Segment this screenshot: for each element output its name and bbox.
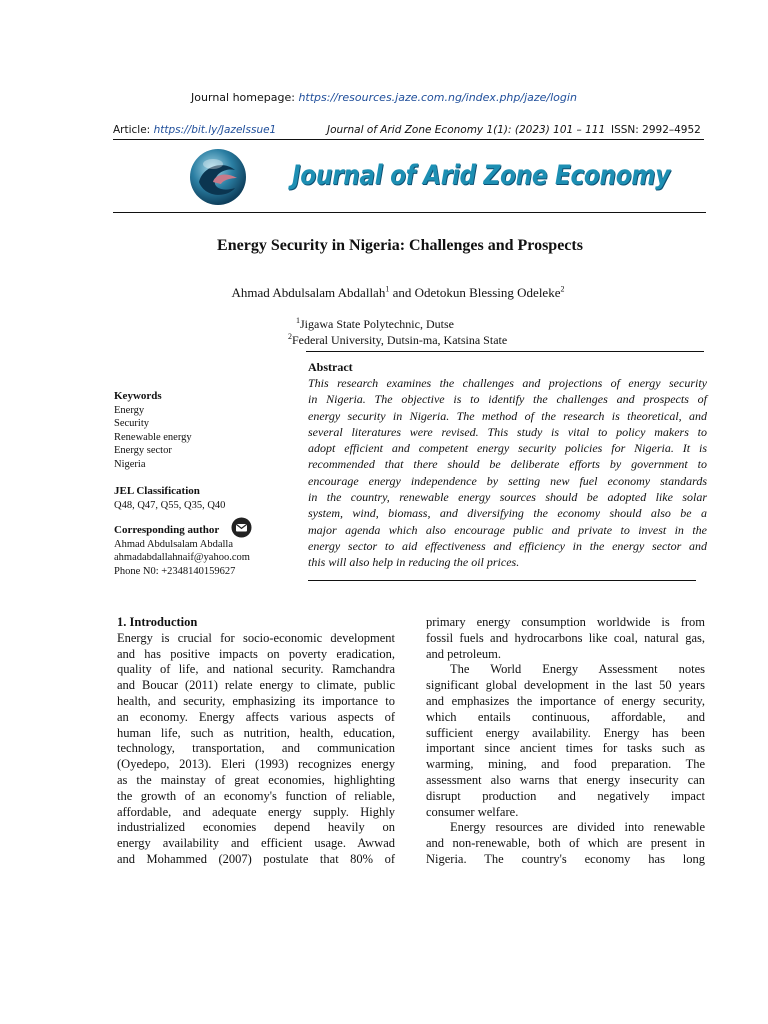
body-line: warming, mining, and food preparation. The — [426, 757, 705, 772]
body-line: important since ancient times for tasks such as — [426, 741, 705, 756]
author-2: Odetokun Blessing Odeleke — [414, 285, 561, 300]
corresponding-email[interactable]: ahmadabdallahnaif@yahoo.com — [114, 552, 250, 563]
body-line: and non-renewable, both of which are present in — [426, 836, 705, 851]
section-heading: 1. Introduction — [117, 615, 198, 629]
abstract-body — [308, 375, 707, 571]
author-conjunction: and — [389, 285, 415, 300]
body-column-right — [426, 615, 705, 868]
abstract-bottom-divider — [308, 580, 696, 581]
affiliation-1-mark: 1 — [296, 316, 300, 325]
keyword-item: Energy sector — [114, 445, 172, 456]
body-column-left — [117, 615, 395, 868]
author-1-affiliation-mark: 1 — [385, 284, 390, 294]
affiliation-2-mark: 2 — [288, 332, 292, 341]
keyword-item: Energy — [114, 404, 145, 416]
body-line: the growth of an economy's function of reliable, — [117, 788, 395, 803]
jel-block — [114, 485, 225, 512]
body-line: affordable, and adequate energy supply. Highly — [117, 804, 395, 819]
abstract-line: this will also help in reducing the oil prices. — [308, 555, 520, 570]
body-line: technology, transportation, and communication — [117, 741, 395, 756]
abstract-line: major agenda which also encourage public and private to invest in the — [308, 522, 707, 537]
affiliation-1 — [296, 317, 454, 332]
author-1: Ahmad Abdulsalam Abdallah — [231, 285, 386, 300]
body-line: significant global development in the last 50 years — [426, 678, 705, 693]
body-line: and has positive impacts on poverty eradication, — [117, 646, 395, 661]
affiliation-2 — [288, 333, 507, 348]
body-line: fossil fuels and hydrocarbons like coal, natural gas, — [426, 630, 705, 645]
abstract-top-divider — [306, 351, 704, 352]
keyword-item: Renewable energy — [114, 431, 192, 443]
homepage-link[interactable]: https://resources.jaze.com.ng/index.php/jaze/login — [298, 91, 577, 104]
header-divider — [113, 139, 704, 140]
corresponding-heading: Corresponding author — [114, 524, 220, 536]
abstract-line: This research examines the challenges and projections of energy security — [308, 376, 707, 390]
abstract-line: energy security in Nigeria. The method of the research is theoretical, and — [308, 408, 707, 423]
body-line: Nigeria. The country's economy has long — [426, 851, 705, 866]
abstract-line: system, wind, biomass, and diversifying the economy should also be a — [308, 506, 707, 521]
body-line: assessment also warns that energy insecurity can — [426, 772, 705, 787]
abstract-line: in the country, renewable energy sources should be adopted like solar — [308, 490, 707, 505]
affiliation-1-text: Jigawa State Polytechnic, Dutse — [300, 317, 454, 331]
journal-homepage-line — [0, 91, 768, 104]
body-line: consumer welfare. — [426, 804, 519, 819]
body-line: and Mohammed (2007) postulate that 80% of — [117, 851, 395, 866]
issn-text: ISSN: 2992–4952 — [611, 124, 701, 136]
body-line: and emphasizes the importance of energy security, — [426, 693, 705, 708]
article-label: Article: — [113, 124, 154, 136]
keywords-heading: Keywords — [114, 390, 162, 402]
body-line: as the mainstay of great economies, highlighting — [117, 772, 395, 787]
body-line: The World Energy Assessment notes — [450, 662, 705, 677]
keyword-item: Nigeria — [114, 458, 146, 470]
body-line: Energy is crucial for socio-economic development — [117, 630, 395, 645]
citation-text: Journal of Arid Zone Economy 1(1): (2023) 101 – 111 — [327, 124, 606, 136]
body-line: human life, such as nutrition, health, education, — [117, 725, 395, 740]
body-line: primary energy consumption worldwide is from — [426, 615, 705, 629]
corresponding-name: Ahmad Abdulsalam Abdalla — [114, 538, 233, 550]
body-line: and Boucar (2011) relate energy to climate, public — [117, 678, 395, 693]
article-link[interactable]: https://bit.ly/JazeIssue1 — [153, 124, 277, 136]
keywords-block — [114, 390, 294, 471]
body-line: energy availability and efficient usage. Awwad — [117, 836, 395, 851]
body-line: an economy. Energy affects various aspects of — [117, 709, 395, 724]
jel-codes: Q48, Q47, Q55, Q35, Q40 — [114, 499, 226, 511]
abstract-heading: Abstract — [308, 360, 353, 374]
author-list — [0, 285, 768, 301]
author-2-affiliation-mark: 2 — [560, 284, 565, 294]
body-line: which entails continuous, affordable, and — [426, 709, 705, 724]
paper-title: Energy Security in Nigeria: Challenges and Prospects — [217, 237, 583, 254]
abstract-line: in Nigeria. The objective is to identify the challenges and prospects of — [308, 392, 707, 407]
corresponding-phone: Phone N0: +2348140159627 — [114, 565, 236, 577]
keyword-item: Security — [114, 418, 149, 429]
journal-title: Journal of Arid Zone Economy — [292, 160, 670, 191]
abstract-line: encourage energy independence by setting new fuel economy standards — [308, 473, 707, 488]
homepage-label: Journal homepage: — [191, 91, 299, 104]
body-line: (Oyedepo, 2013). Eleri (1993) recognizes energy — [117, 757, 395, 772]
body-line: quality of life, and national security. Ramchandra — [117, 662, 395, 677]
article-citation-line — [113, 124, 703, 136]
body-line: sufficient energy availability. Energy has been — [426, 725, 705, 740]
body-line: Energy resources are divided into renewable — [450, 820, 705, 835]
body-line: industrialized economies depend heavily on — [117, 820, 395, 835]
journal-logo-icon — [189, 148, 247, 206]
corresponding-author-block — [114, 524, 304, 578]
masthead-divider — [113, 212, 706, 213]
abstract-line: recommended that there should be deliberate efforts by government to — [308, 457, 707, 472]
body-line: disrupt production and negatively impact — [426, 788, 705, 803]
affiliation-2-text: Federal University, Dutsin-ma, Katsina State — [292, 333, 508, 347]
body-line: and petroleum. — [426, 646, 501, 661]
abstract-line: adopt efficient and competent energy security policies for Nigeria. It is — [308, 441, 707, 456]
jel-heading: JEL Classification — [114, 485, 200, 497]
abstract-line: energy sector to aid effectiveness and efficiency in the energy sector and — [308, 538, 707, 553]
body-line: health, and security, emphasizing its importance to — [117, 693, 395, 708]
abstract-line: several literatures were revised. This study is vital to policy makers to — [308, 424, 707, 439]
